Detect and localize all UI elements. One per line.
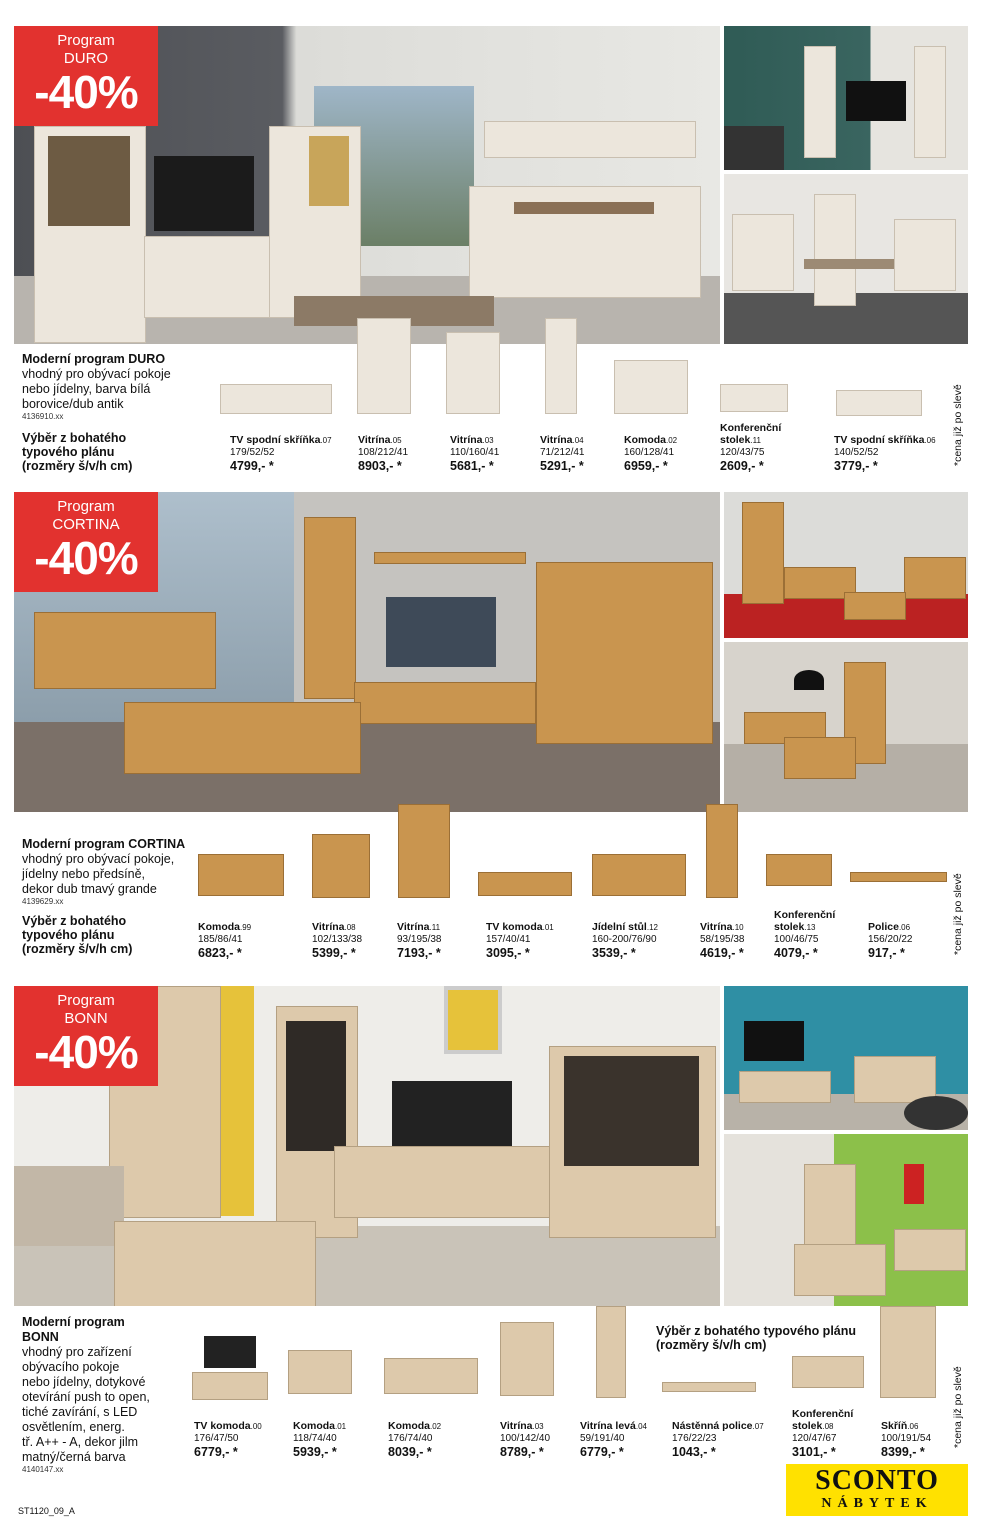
item-name: Vitrína — [500, 1420, 533, 1432]
bonn-vitrine-04-image — [596, 1306, 626, 1398]
item-name: Skříň — [881, 1420, 908, 1432]
item-dims: 140/52/52 — [834, 447, 879, 458]
item-price: 6823,- * — [198, 946, 242, 960]
section-desc-line: osvětlením, energ. — [22, 1420, 125, 1434]
bonn-wardrobe-image — [880, 1306, 936, 1398]
product-item — [834, 434, 954, 474]
item-suffix: .01 — [335, 1422, 347, 1431]
cortina-side-photo-1 — [724, 492, 968, 638]
product-code: 4139629.xx — [22, 897, 64, 906]
item-name: Konferenční stolek — [792, 1408, 854, 1432]
section-desc-line: vhodný pro obývací pokoje — [22, 367, 171, 381]
product-item — [700, 921, 770, 961]
item-dims: 102/133/38 — [312, 934, 363, 945]
item-name: TV komoda — [194, 1420, 251, 1432]
item-suffix: .06 — [898, 923, 911, 932]
product-item — [397, 921, 477, 961]
item-suffix: .06 — [907, 1422, 919, 1431]
item-suffix: .07 — [320, 436, 332, 445]
choice-line: Výběr z bohatého — [22, 914, 127, 928]
item-suffix: .11 — [750, 436, 761, 445]
choice-line: (rozměry š/v/h cm) — [656, 1338, 767, 1352]
item-name: Komoda — [388, 1420, 430, 1432]
product-item — [868, 921, 948, 961]
choice-line: Výběr z bohatého typového plánu — [656, 1324, 857, 1338]
item-dims: 185/86/41 — [198, 934, 243, 945]
item-name: Jídelní stůl — [592, 921, 647, 933]
product-item — [198, 921, 298, 961]
item-suffix: .03 — [482, 436, 494, 445]
item-name: Vitrína — [700, 921, 733, 933]
section-desc-line: borovice/dub antik — [22, 397, 124, 411]
item-name: TV spodní skříňka — [230, 434, 321, 446]
section-desc-line: obývacího pokoje — [22, 1360, 120, 1374]
item-dims: 100/191/54 — [881, 1433, 932, 1444]
badge-program-name: CORTINA — [52, 516, 120, 533]
section-desc-line: matný/černá barva — [22, 1450, 126, 1464]
item-suffix: .04 — [572, 436, 584, 445]
bonn-discount-badge — [14, 986, 158, 1086]
badge-program-label: Program — [57, 992, 115, 1009]
item-price: 5681,- * — [450, 459, 494, 473]
badge-discount: -40% — [34, 66, 138, 118]
duro-vitrine-04-image — [545, 318, 577, 414]
bonn-komoda-02-image — [384, 1358, 478, 1394]
bonn-choice-block — [656, 1324, 886, 1352]
item-price: 4079,- * — [774, 946, 818, 960]
item-suffix: .04 — [635, 1422, 647, 1431]
item-price: 5291,- * — [540, 459, 584, 473]
bonn-tv-komoda-image — [192, 1336, 268, 1400]
item-suffix: .05 — [390, 436, 402, 445]
item-dims: 110/160/41 — [450, 447, 500, 458]
price-note: *cena již po slevě — [952, 873, 964, 955]
duro-tv-unit-image — [220, 384, 332, 414]
item-dims: 157/40/41 — [486, 934, 531, 945]
item-name: Vitrína — [450, 434, 483, 446]
duro-vitrine-05-image — [357, 318, 411, 414]
item-price: 3095,- * — [486, 946, 530, 960]
item-name: Komoda — [198, 921, 240, 933]
item-price: 7193,- * — [397, 946, 441, 960]
item-name: Vitrína levá — [580, 1420, 636, 1432]
duro-komoda-image — [614, 360, 688, 414]
choice-line: typového plánu — [22, 445, 115, 459]
item-suffix: .01 — [542, 923, 554, 932]
item-name: TV komoda — [486, 921, 543, 933]
duro-coffee-table-image — [720, 384, 788, 412]
item-price: 8039,- * — [388, 1445, 432, 1459]
product-item — [881, 1420, 947, 1460]
bonn-info-block — [22, 1315, 197, 1474]
section-desc-line: tř. A++ - A, dekor jilm — [22, 1435, 139, 1449]
duro-side-photo-1 — [724, 26, 968, 170]
item-dims: 118/74/40 — [293, 1433, 337, 1444]
item-name: Konferenční stolek — [720, 422, 782, 446]
product-item — [540, 434, 620, 474]
item-dims: 71/212/41 — [540, 447, 585, 458]
item-price: 5399,- * — [312, 946, 356, 960]
duro-discount-badge — [14, 26, 158, 126]
item-name: Komoda — [293, 1420, 335, 1432]
cortina-vitrine-08-image — [312, 834, 370, 898]
item-suffix: .11 — [429, 923, 441, 932]
cortina-discount-badge — [14, 492, 158, 592]
item-suffix: .10 — [732, 923, 744, 932]
item-price: 3539,- * — [592, 946, 636, 960]
item-dims: 59/191/40 — [580, 1433, 625, 1444]
item-suffix: .02 — [430, 1422, 442, 1431]
duro-info-block — [22, 352, 222, 473]
item-price: 6959,- * — [624, 459, 668, 473]
price-note: *cena již po slevě — [952, 1366, 964, 1448]
item-dims: 156/20/22 — [868, 934, 913, 945]
item-name: Vitrína — [540, 434, 573, 446]
item-dims: 176/47/50 — [194, 1433, 239, 1444]
section-desc-line: jídelny nebo předsíně, — [22, 867, 146, 881]
badge-discount: -40% — [34, 532, 138, 584]
cortina-vitrine-10-image — [706, 804, 738, 898]
item-price: 5939,- * — [293, 1445, 337, 1459]
item-dims: 58/195/38 — [700, 934, 745, 945]
duro-tv-unit-06-image — [836, 390, 922, 416]
item-name: Nástěnná police — [672, 1420, 753, 1432]
choice-line: typového plánu — [22, 928, 115, 942]
bonn-wall-shelf-image — [662, 1382, 756, 1392]
product-item — [194, 1420, 284, 1460]
duro-vitrine-03-image — [446, 332, 500, 414]
badge-program-label: Program — [57, 498, 115, 515]
item-price: 917,- * — [868, 946, 905, 960]
cortina-komoda-image — [198, 854, 284, 896]
duro-side-photo-2 — [724, 174, 968, 344]
item-dims: 120/47/67 — [792, 1433, 837, 1444]
item-suffix: .13 — [804, 923, 816, 932]
item-dims: 160/128/41 — [624, 447, 675, 458]
product-item — [293, 1420, 383, 1460]
product-item — [358, 434, 438, 474]
section-title: Moderní program CORTINA — [22, 837, 186, 851]
product-item — [592, 921, 692, 961]
item-name: TV spodní skříňka — [834, 434, 925, 446]
sconto-logo — [786, 1464, 968, 1516]
bonn-coffee-table-image — [792, 1356, 864, 1388]
item-price: 8903,- * — [358, 459, 402, 473]
logo-brand: SCONTO — [815, 1465, 939, 1496]
product-item — [388, 1420, 478, 1460]
item-name: Konferenční stolek — [774, 909, 836, 933]
cortina-shelf-image — [850, 872, 947, 882]
badge-program-name: BONN — [64, 1010, 108, 1027]
section-desc-line: tiché zavírání, s LED — [22, 1405, 138, 1419]
item-name: Komoda — [624, 434, 666, 446]
choice-line: Výběr z bohatého — [22, 431, 127, 445]
item-dims: 93/195/38 — [397, 934, 442, 945]
item-dims: 179/52/52 — [230, 447, 275, 458]
cortina-coffee-table-image — [766, 854, 832, 886]
cortina-side-photo-2 — [724, 642, 968, 812]
page-code: ST1120_09_A — [18, 1506, 75, 1516]
bonn-komoda-01-image — [288, 1350, 352, 1394]
product-item — [720, 422, 810, 474]
product-item — [624, 434, 704, 474]
badge-discount: -40% — [34, 1026, 138, 1078]
item-suffix: .03 — [532, 1422, 544, 1431]
badge-program-label: Program — [57, 32, 115, 49]
section-title: Moderní program DURO — [22, 352, 166, 366]
item-name: Vitrína — [358, 434, 391, 446]
item-price: 1043,- * — [672, 1445, 716, 1459]
product-item — [486, 921, 576, 961]
item-price: 4799,- * — [230, 459, 274, 473]
item-price: 2609,- * — [720, 459, 764, 473]
product-item — [500, 1420, 580, 1460]
bonn-side-photo-2 — [724, 1134, 968, 1306]
section-desc-line: nebo jídelny, dotykové — [22, 1375, 146, 1389]
item-name: Police — [868, 921, 899, 933]
product-code: 4136910.xx — [22, 412, 64, 421]
section-desc-line: nebo jídelny, barva bílá — [22, 382, 151, 396]
product-item — [792, 1408, 874, 1460]
cortina-tv-komoda-image — [478, 872, 572, 896]
logo-sub: NÁBYTEK — [821, 1496, 933, 1511]
bonn-side-photo-1 — [724, 986, 968, 1130]
item-suffix: .12 — [646, 923, 658, 932]
section-desc-line: dekor dub tmavý grande — [22, 882, 157, 896]
item-dims: 100/46/75 — [774, 934, 819, 945]
price-note: *cena již po slevě — [952, 384, 964, 466]
section-desc-line: vhodný pro zařízení — [22, 1345, 132, 1359]
product-item — [580, 1420, 660, 1460]
item-price: 3101,- * — [792, 1445, 836, 1459]
cortina-dining-table-image — [592, 854, 686, 896]
item-price: 8789,- * — [500, 1445, 544, 1459]
item-price: 4619,- * — [700, 946, 744, 960]
product-item — [312, 921, 392, 961]
bonn-vitrine-03-image — [500, 1322, 554, 1396]
item-price: 3779,- * — [834, 459, 878, 473]
product-code: 4140147.xx — [22, 1465, 64, 1474]
badge-program-name: DURO — [63, 50, 109, 67]
product-item — [774, 909, 854, 961]
item-dims: 176/22/23 — [672, 1433, 717, 1444]
item-price: 6779,- * — [580, 1445, 624, 1459]
section-desc-line: vhodný pro obývací pokoje, — [22, 852, 175, 866]
item-suffix: .08 — [344, 923, 356, 932]
item-dims: 176/74/40 — [388, 1433, 433, 1444]
section-title: Moderní program BONN — [22, 1315, 125, 1344]
item-price: 8399,- * — [881, 1445, 925, 1459]
section-desc-line: otevírání push to open, — [22, 1390, 150, 1404]
item-dims: 100/142/40 — [500, 1433, 551, 1444]
product-item — [230, 434, 350, 474]
item-suffix: .99 — [240, 923, 252, 932]
item-suffix: .02 — [666, 436, 678, 445]
item-dims: 108/212/41 — [358, 447, 409, 458]
item-suffix: .07 — [752, 1422, 764, 1431]
choice-line: (rozměry š/v/h cm) — [22, 459, 133, 473]
product-item — [450, 434, 530, 474]
item-suffix: .00 — [250, 1422, 262, 1431]
item-suffix: .08 — [822, 1422, 834, 1431]
item-dims: 160-200/76/90 — [592, 934, 657, 945]
item-name: Vitrína — [397, 921, 430, 933]
item-price: 6779,- * — [194, 1445, 238, 1459]
item-name: Vitrína — [312, 921, 345, 933]
choice-line: (rozměry š/v/h cm) — [22, 942, 133, 956]
item-dims: 120/43/75 — [720, 447, 765, 458]
cortina-vitrine-11-image — [398, 804, 450, 898]
item-suffix: .06 — [924, 436, 936, 445]
product-item — [672, 1420, 782, 1460]
